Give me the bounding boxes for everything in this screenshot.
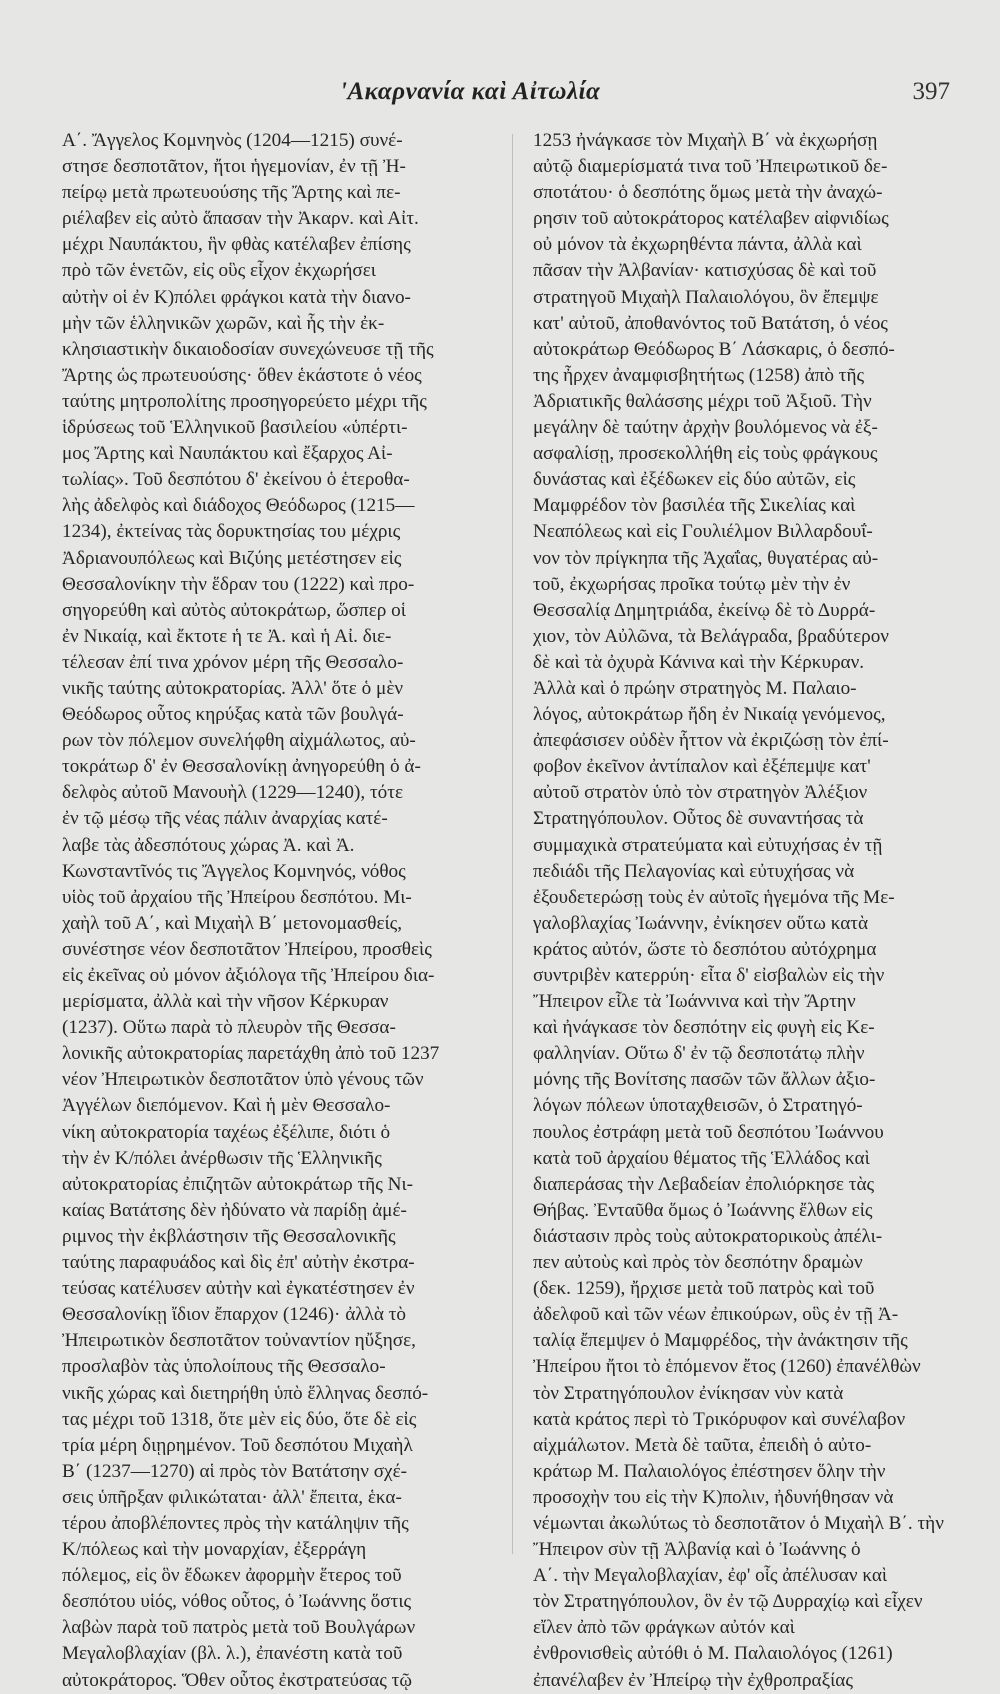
text-line: χιον, τὸν Αὐλῶνα, τὰ Βελάγραδα, βραδύτερον [533, 625, 889, 647]
text-line: αὐτῷ διαμερίσματά τινα τοῦ Ἠπειρωτικοῦ δε- [533, 156, 888, 178]
text-line: ἀπεφάσισεν οὐδὲν ἧττον νὰ ἐκριζώσῃ τὸν ἐπί- [533, 730, 889, 752]
text-line: Ἠπείρου ἤτοι τὸ ἑπόμενον ἔτος (1260) ἐπανέλθὼν [533, 1356, 921, 1378]
text-line: Στρατηγόπουλον. Οὗτος δὲ συναντήσας τὰ [533, 808, 864, 830]
text-line: ταλίᾳ ἔπεμψεν ὁ Μαμφρέδος, τὴν ἀνάκτησιν τῆς [533, 1330, 908, 1352]
text-line: (1237). Οὕτω παρὰ τὸ πλευρὸν τῆς Θεσσα- [62, 1017, 396, 1039]
text-line: προσοχὴν του εἰς τὴν Κ)πολιν, ἠδυνήθησαν νὰ [533, 1486, 894, 1508]
text-line: ἐπανέλαβεν ἐν Ἠπείρῳ τὴν ἐχθροπραξίας [533, 1669, 853, 1691]
text-line: νέμωνται ἀκωλύτως τὸ δεσποτᾶτον ὁ Μιχαὴλ Β΄. τὴν [533, 1512, 944, 1534]
text-line: μόνης τῆς Βονίτσης πασῶν τῶν ἄλλων ἀξιο- [533, 1069, 876, 1091]
text-line: αὐτοῦ στρατὸν ὑπὸ τὸν στρατηγὸν Ἀλέξιον [533, 782, 868, 804]
text-column-right [533, 128, 965, 1694]
text-line: τὸν Στρατηγόπουλον, ὃν ἐν τῷ Δυρραχίῳ καὶ εἶχεν [533, 1591, 923, 1613]
text-line: Ἤπειρον εἷλε τὰ Ἰωάννινα καὶ τὴν Ἄρτην [533, 991, 856, 1013]
text-line: υἱὸς τοῦ ἀρχαίου τῆς Ἠπείρου δεσπότου. Μι- [62, 886, 412, 908]
text-line: Μαμφρέδον τὸν βασιλέα τῆς Σικελίας καὶ [533, 495, 856, 517]
text-line: Θεσσαλονίκην τὴν ἕδραν του (1222) καὶ προ- [62, 573, 415, 595]
text-line: ριμνος τὴν ἐκβλάστησιν τῆς Θεσσαλονικῆς [62, 1225, 396, 1247]
text-line: αἰχμάλωτον. Μετὰ δὲ ταῦτα, ἐπειδὴ ὁ αὐτο- [533, 1434, 872, 1456]
text-line: χαὴλ τοῦ Α΄, καὶ Μιχαὴλ Β΄ μετονομασθείς, [62, 912, 403, 934]
text-line: Θήβας. Ἐνταῦθα ὅμως ὁ Ἰωάννης ἔλθων εἰς [533, 1199, 873, 1221]
text-line: πεδιάδι τῆς Πελαγονίας καὶ εὐτυχήσας νὰ [533, 860, 855, 882]
text-line: ταύτης παραφυάδος καὶ δὶς ἐπ' αὐτὴν ἐκστρα- [62, 1252, 415, 1274]
text-line: καίας Βατάτσης δὲν ἠδύνατο νὰ παρίδῃ ἀμέ- [62, 1199, 407, 1221]
text-line: κλησιαστικὴν δικαιοδοσίαν συνεχώνευσε τῇ τῆς [62, 338, 434, 360]
text-line: δὲ καὶ τὰ ὀχυρὰ Κάνινα καὶ τὴν Κέρκυραν. [533, 651, 865, 673]
text-line: σεις ὑπῆρξαν φιλικώταται· ἀλλ' ἔπειτα, ἑκα- [62, 1486, 402, 1508]
text-line: ἐνθρονισθεὶς αὐτόθι ὁ Μ. Παλαιολόγος (1261) [533, 1643, 893, 1665]
text-line: τέλεσαν ἐπί τινα χρόνον μέρη τῆς Θεσσαλο- [62, 651, 404, 673]
text-line: κατὰ τοῦ ἀρχαίου θέματος τῆς Ἑλλάδος καὶ [533, 1147, 870, 1169]
text-line: λαβε τὰς ἀδεσπότους χώρας Ἀ. καὶ Ἀ. [62, 834, 355, 856]
text-line: Ἤπειρον σὺν τῇ Ἀλβανίᾳ καὶ ὁ Ἰωάννης ὁ [533, 1539, 861, 1561]
text-line: νικῆς ταύτης αὐτοκρατορίας. Ἀλλ' ὅτε ὁ μὲν [62, 677, 404, 699]
text-line: τρία μέρη διῃρημένον. Τοῦ δεσπότου Μιχαὴλ [62, 1434, 413, 1456]
text-line: νικῆς χώρας καὶ διετηρήθη ὑπὸ ἕλληνας δεσπό- [62, 1382, 429, 1404]
text-line: νίκη αὐτοκρατορία ταχέως ἐξέλιπε, διότι ὁ [62, 1121, 391, 1143]
text-line: φαλληνίαν. Οὕτω δ' ἐν τῷ δεσποτάτῳ πλὴν [533, 1043, 865, 1065]
text-line: διαπεράσας τὴν Λεβαδείαν ἐπολιόρκησε τὰς [533, 1173, 875, 1195]
running-title: 'Ακαρνανία καὶ Αἰτωλία [340, 78, 601, 105]
text-line: προσλαβὸν τὰς ὑπολοίπους τῆς Θεσσαλο- [62, 1356, 386, 1378]
text-line: ἐξουδετερώσῃ τοὺς ἐν αὐτοῖς ἡγεμόνα τῆς Με- [533, 886, 895, 908]
text-line: φοβον ἐκεῖνον ἀντίπαλον καὶ ἐξέπεμψε κατ' [533, 756, 871, 778]
text-line: εἴλεν ἀπὸ τῶν φράγκων αὐτόν καὶ [533, 1617, 795, 1639]
text-line: εἰς ἐκεῖνας οὐ μόνον ἀξιόλογα τῆς Ἠπείρου δια- [62, 965, 435, 986]
text-line: Ἀλλὰ καὶ ὁ πρώην στρατηγὸς Μ. Παλαιο- [533, 677, 857, 699]
text-line: τεύσας κατέλυσεν αὐτὴν καὶ ἐγκατέστησεν ἐν [62, 1278, 415, 1300]
text-line: αὐτοκράτορος. Ὅθεν οὗτος ἐκστρατεύσας τῷ [62, 1669, 412, 1691]
text-line: αὐτὴν οἱ ἐν Κ)πόλει φράγκοι κατὰ τὴν διανο- [62, 286, 411, 308]
text-line: αὐτοκρατορίας ἐπιζητῶν αὐτοκράτωρ τῆς Νι- [62, 1173, 414, 1195]
text-line: τοκράτωρ δ' ἐν Θεσσαλονίκῃ ἀνηγορεύθη ὁ ἀ- [62, 756, 421, 778]
text-line: Κωνσταντῖνός τις Ἄγγελος Κομνηνός, νόθος [62, 860, 406, 882]
text-line: τοῦ, ἐκχωρήσας προῖκα τούτῳ μὲν τὴν ἐν [533, 573, 851, 595]
text-line: Ἠπειρωτικὸν δεσποτᾶτον τοὐναντίον ηὔξησε, [62, 1330, 416, 1352]
text-line: ασφαλίσῃ, προσεκολλήθη εἰς τοὺς φράγκους [533, 443, 878, 465]
text-line: της ἦρχεν ἀναμφισβητήτως (1258) ἀπὸ τῆς [533, 364, 865, 386]
text-line: ἐν Νικαίᾳ, καὶ ἔκτοτε ἡ τε Ἀ. καὶ ἡ Αἰ. διε- [62, 625, 392, 647]
text-line: αὐτοκράτωρ Θεόδωρος Β΄ Λάσκαρις, ὁ δεσπό- [533, 338, 895, 360]
text-line: σποτάτου· ὁ δεσπότης ὅμως μετὰ τὴν ἀναχώ- [533, 182, 883, 204]
text-line: λαβὼν παρὰ τοῦ πατρὸς μετὰ τοῦ Βουλγάρων [62, 1617, 416, 1639]
text-line: 1253 ἠνάγκασε τὸν Μιχαὴλ Β΄ νὰ ἐκχωρήσῃ [533, 130, 878, 151]
text-line: κατὰ κράτος περὶ τὸ Τρικόρυφον καὶ συνέλαβον [533, 1408, 906, 1430]
text-line: Ἀδριατικῆς θαλάσσης μέχρι τοῦ Ἀξιοῦ. Τὴν [533, 390, 872, 412]
text-line: μέχρι Ναυπάκτου, ἣν φθὰς κατέλαβεν ἐπίσης [62, 234, 411, 256]
text-line: ἱδρύσεως τοῦ Ἑλληνικοῦ βασιλείου «ὑπέρτι- [62, 417, 408, 439]
text-line: τας μέχρι τοῦ 1318, ὅτε μὲν εἰς δύο, ὅτε δὲ εἰς [62, 1408, 417, 1430]
text-line: διάστασιν πρὸς τοὺς αὐτοκρατορικοὺς ἀπέλι- [533, 1225, 883, 1247]
text-line: πουλος ἐστράφη μετὰ τοῦ δεσπότου Ἰωάννου [533, 1121, 884, 1143]
text-line: πείρῳ μετὰ πρωτευούσης τῆς Ἄρτης καὶ πε- [62, 182, 401, 204]
text-line: ἀδελφοῦ καὶ τῶν νέων ἐπικούρων, οὓς ἐν τῇ Ἀ- [533, 1304, 899, 1326]
text-line: μεγάλην δὲ ταύτην ἀρχὴν βουλόμενος νὰ ἐξ- [533, 417, 878, 439]
text-line: μος Ἄρτης καὶ Ναυπάκτου καὶ ἔξαρχος Αἰ- [62, 443, 393, 465]
text-line: δυνάστας καὶ ἐξέδωκεν εἰς δύο αὐτῶν, εἰς [533, 469, 856, 491]
text-line: Α΄. τὴν Μεγαλοβλαχίαν, ἐφ' οἷς ἀπέλυσαν καὶ [533, 1565, 888, 1587]
text-line: κατ' αὐτοῦ, ἀποθανόντος τοῦ Βατάτση, ὁ νέος [533, 312, 888, 334]
text-line: Ἀγγέλων διεπόμενον. Καὶ ἡ μὲν Θεσσαλο- [62, 1095, 391, 1117]
text-line: πρὸ τῶν ἑνετῶν, εἰς οὓς εἶχον ἐκχωρήσει [62, 260, 376, 282]
text-line: τὴν ἐν Κ/πόλει ἀνέρθωσιν τῆς Ἑλληνικῆς [62, 1147, 382, 1169]
text-line: λόγος, αὐτοκράτωρ ἤδη ἐν Νικαίᾳ γενόμενος, [533, 704, 886, 726]
text-line: Β΄ (1237—1270) αἱ πρὸς τὸν Βατάτσην σχέ- [62, 1460, 408, 1482]
text-line: δελφὸς αὐτοῦ Μανουὴλ (1229—1240), τότε [62, 782, 404, 804]
text-line: ταύτης μητροπολίτης προσηγορεύετο μέχρι τῆς [62, 390, 427, 412]
text-line: νον τὸν πρίγκηπα τῆς Ἀχαΐας, θυγατέρας αὐ- [533, 547, 879, 569]
text-line: ρων τὸν πόλεμον συνελήφθη αἰχμάλωτος, αὐ- [62, 730, 416, 752]
text-line: Ἄρτης ὡς πρωτευούσης· ὅθεν ἑκάστοτε ὁ νέος [62, 364, 422, 386]
text-line: ρησιν τοῦ αὐτοκράτορος κατέλαβεν αἰφνιδίως [533, 208, 889, 230]
text-line: πόλεμος, εἰς ὃν ἔδωκεν ἀφορμὴν ἕτερος τοῦ [62, 1565, 402, 1587]
text-line: Ἀδριανουπόλεως καὶ Βιζύης μετέστησεν εἰς [62, 547, 402, 569]
text-line: Μεγαλοβλαχίαν (βλ. λ.), ἐπανέστη κατὰ τοῦ [62, 1643, 403, 1665]
text-line: λὴς ἀδελφὸς καὶ διάδοχος Θεόδωρος (1215— [62, 495, 415, 517]
text-line: Α΄. Ἄγγελος Κομνηνὸς (1204—1215) συνέ- [62, 130, 403, 151]
text-line: συνέστησε νέον δεσποτᾶτον Ἠπείρου, προσθεὶς [62, 938, 432, 960]
text-line: τωλίας». Τοῦ δεσπότου δ' ἐκείνου ὁ ἑτεροθα- [62, 469, 410, 491]
text-line: μερίσματα, ἀλλὰ καὶ τὴν νῆσον Κέρκυραν [62, 991, 389, 1013]
page-number: 397 [912, 78, 950, 105]
text-line: ἐν τῷ μέσῳ τῆς νέας πάλιν ἀναρχίας κατέ- [62, 808, 388, 830]
column-divider [512, 134, 513, 1554]
text-line: Θεσσαλίᾳ Δημητριάδα, ἐκείνῳ δὲ τὸ Δυρρά- [533, 599, 876, 621]
text-column-left [62, 128, 494, 1694]
text-line: Θεσσαλονίκῃ ἴδιον ἔπαρχον (1246)· ἀλλὰ τὸ [62, 1304, 407, 1326]
text-line: νέον Ἠπειρωτικὸν δεσποτᾶτον ὑπὸ γένους τῶν [62, 1069, 424, 1091]
text-line: συντριβὲν κατερρύη· εἶτα δ' εἰσβαλὼν εἰς τὴν [533, 965, 885, 986]
text-line: λονικῆς αὐτοκρατορίας παρετάχθη ἀπὸ τοῦ 1237 [62, 1043, 440, 1065]
text-line: οὐ μόνον τὰ ἐκχωρηθέντα πάντα, ἀλλὰ καὶ [533, 234, 862, 256]
text-line: 1234), ἐκτείνας τὰς δορυκτησίας του μέχρις [62, 521, 401, 543]
text-line: κράτωρ Μ. Παλαιολόγος ἐπέστησεν ὅλην τὴν [533, 1460, 886, 1482]
text-line: στρατηγοῦ Μιχαὴλ Παλαιολόγου, ὃν ἔπεμψε [533, 286, 879, 308]
text-line: (δεκ. 1259), ἤρχισε μετὰ τοῦ πατρὸς καὶ τοῦ [533, 1278, 875, 1300]
text-line: σηγορεύθη καὶ αὐτὸς αὐτοκράτωρ, ὥσπερ οἱ [62, 599, 406, 621]
text-line: δεσπότου υἱός, νόθος οὗτος, ὁ Ἰωάννης ὅστις [62, 1591, 412, 1613]
text-line: τέρου ἀποβλέποντες πρὸς τὴν κατάληψιν τῆς [62, 1512, 409, 1534]
text-line: γαλοβλαχίας Ἰωάννην, ἐνίκησεν οὕτω κατὰ [533, 912, 869, 934]
text-line: μὴν τῶν ἑλληνικῶν χωρῶν, καὶ ἧς τὴν ἐκ- [62, 312, 385, 334]
text-line: πεν αὐτοὺς καὶ πρὸς τὸν δεσπότην δραμὼν [533, 1252, 863, 1274]
text-line: συμμαχικὰ στρατεύματα καὶ εὐτυχήσας ἐν τῇ [533, 834, 883, 856]
text-line: λόγων πόλεων ὑποταχθεισῶν, ὁ Στρατηγό- [533, 1095, 863, 1117]
text-line: Νεαπόλεως καὶ εἰς Γουλιέλμον Βιλλαρδουΐ- [533, 521, 873, 543]
text-line: Κ/πόλεως καὶ τὴν μοναρχίαν, ἐξερράγη [62, 1539, 367, 1561]
text-line: καὶ ἠνάγκασε τὸν δεσπότην εἰς φυγὴ εἰς Κε- [533, 1017, 875, 1039]
text-line: Θεόδωρος οὗτος κηρύξας κατὰ τῶν βουλγά- [62, 704, 404, 726]
text-line: κράτος αὐτόν, ὥστε τὸ δεσπότου αὐτόχρημα [533, 938, 877, 960]
text-line: στησε δεσποτᾶτον, ἤτοι ἡγεμονίαν, ἐν τῇ Ἠ- [62, 156, 406, 178]
text-line: τὸν Στρατηγόπουλον ἐνίκησαν νὺν κατὰ [533, 1382, 844, 1404]
text-line: πᾶσαν τὴν Ἀλβανίαν· κατισχύσας δὲ καὶ τοῦ [533, 260, 877, 282]
text-line: ριέλαβεν εἰς αὐτὸ ἅπασαν τὴν Ἀκαρν. καὶ Αἰτ. [62, 208, 419, 230]
page-header [0, 78, 1000, 114]
